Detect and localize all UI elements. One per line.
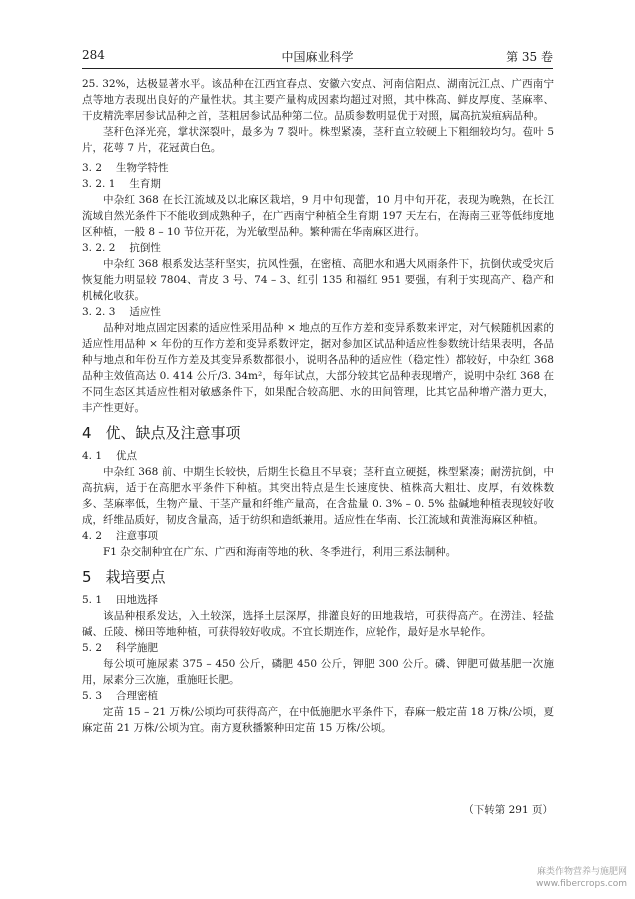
page-header — [82, 48, 553, 69]
watermark: 麻类作物营养与施肥网 www.fibercrops.com — [536, 867, 627, 889]
paragraph: 该品种根系发达，入土较深，选择土层深厚，排灌良好的田地栽培，可获得高产。在涝洼、轻盐碱、丘陵、梯田等地种植，可获得较好收成。不宜长期连作，应轮作，最好是水旱轮作。 — [82, 610, 554, 638]
paragraph: 品种对地点固定因素的适应性采用品种 × 地点的互作方差和变异系数来评定，对气候随机因素的适应性用品种 × 年份的互作方差和变异系数评定，据对参加区试品种适应性参数统计结果表明，各品种与地点和年份互作方差及其变异系数都很小，说明各品种的适应性（稳定性）都较好，中杂红 368 品种主效值高达 0. 414 公斤/3. 34m²，每年试点，大部分较其它品种表现增产，说明中杂红 368 在不同生态区其适应性相对敏感条件下，如果配合较高肥、水的田间管理，比其它品种增产潜力更大，丰产性更好。 — [82, 322, 554, 414]
subsection-heading: 4. 2 注意事项 — [82, 530, 159, 542]
subsection-heading: 5. 3 合理密植 — [82, 690, 159, 702]
paragraph: 中杂红 368 前、中期生长较快，后期生长稳且不早衰；茎秆直立硬挺，株型紧凑；耐涝抗倒，中高抗病，适于在高肥水平条件下种植。其突出特点是生长速度快、植株高大粗壮、皮厚，有效株数多、茎麻率低，生物产量、干茎产量和纤维产量高，在含盐量 0. 3% – 0. 5% 盐碱地种植表现较好收成，纤维品质好，韧皮含量高，适于纺织和造纸兼用。适应性在华南、长江流域和黄淮海麻区种植。 — [82, 466, 554, 526]
volume-label: 第 35 卷 — [506, 50, 553, 64]
paragraph: F1 杂交制种宜在广东、广西和海南等地的秋、冬季进行，利用三系法制种。 — [103, 546, 457, 558]
subsection-heading: 3. 2. 3 适应性 — [82, 306, 161, 318]
subsection-heading: 5. 1 田地选择 — [82, 594, 159, 606]
article-body — [82, 76, 554, 736]
paragraph: 茎秆色泽光亮，掌状深裂叶，最多为 7 裂叶。株型紧凑，茎秆直立较硬上下粗细较均匀。苞叶 5 片，花萼 7 片，花冠黄白色。 — [82, 126, 554, 154]
section-heading: 4 优、缺点及注意事项 — [82, 424, 241, 442]
paragraph: 定苗 15 – 21 万株/公顷均可获得高产，在中低施肥水平条件下，春麻一般定苗 18 万株/公顷，夏麻定苗 21 万株/公顷为宜。南方夏秋播繁种田定苗 15 万株/公顷。 — [82, 706, 554, 734]
subsection-heading: 4. 1 优点 — [82, 450, 138, 462]
subsection-heading: 3. 2. 1 生育期 — [82, 178, 161, 190]
paragraph: 每公顷可施尿素 375 – 450 公斤，磷肥 450 公斤，钾肥 300 公斤。磷、钾肥可做基肥一次施用，尿素分三次施，重施旺长肥。 — [82, 658, 554, 686]
paragraph: 25. 32%，达极显著水平。该品种在江西宜春点、安徽六安点、河南信阳点、湖南沅江点、广西南宁点等地方表现出良好的产量性状。其主要产量构成因素均超过对照，其中株高、鲜皮厚度、茎麻率、干皮精洗率居参试品种之首，茎粗居参试品种第二位。品质参数明显优于对照，属高抗炭疽病品种。 — [82, 78, 554, 122]
page-number: 284 — [82, 48, 105, 62]
journal-title: 中国麻业科学 — [281, 50, 354, 64]
paragraph: 中杂红 368 根系发达茎秆坚实，抗风性强，在密植、高肥水和遇大风雨条件下，抗倒伏或受灾后恢复能力明显较 7804、青皮 3 号、74 – 3、红引 135 和福红 951 要强，有利于实现高产、稳产和机械化收获。 — [82, 258, 554, 302]
paragraph: 中杂红 368 在长江流域及以北麻区栽培，9 月中旬现蕾，10 月中旬开花，表现为晚熟，在长江流域自然光条件下不能收到成熟种子，在广西南宁种植全生育期 197 天左右，在海南三亚等低纬度地区种植，一般 8 – 10 节位开花，为光敏型品种。繁种需在华南麻区进行。 — [82, 194, 554, 238]
section-heading: 3. 2 生物学特性 — [82, 162, 169, 174]
section-heading: 5 栽培要点 — [82, 568, 166, 586]
subsection-heading: 5. 2 科学施肥 — [82, 642, 159, 654]
subsection-heading: 3. 2. 2 抗倒性 — [82, 242, 161, 254]
continued-note: （下转第 291 页） — [463, 804, 553, 816]
